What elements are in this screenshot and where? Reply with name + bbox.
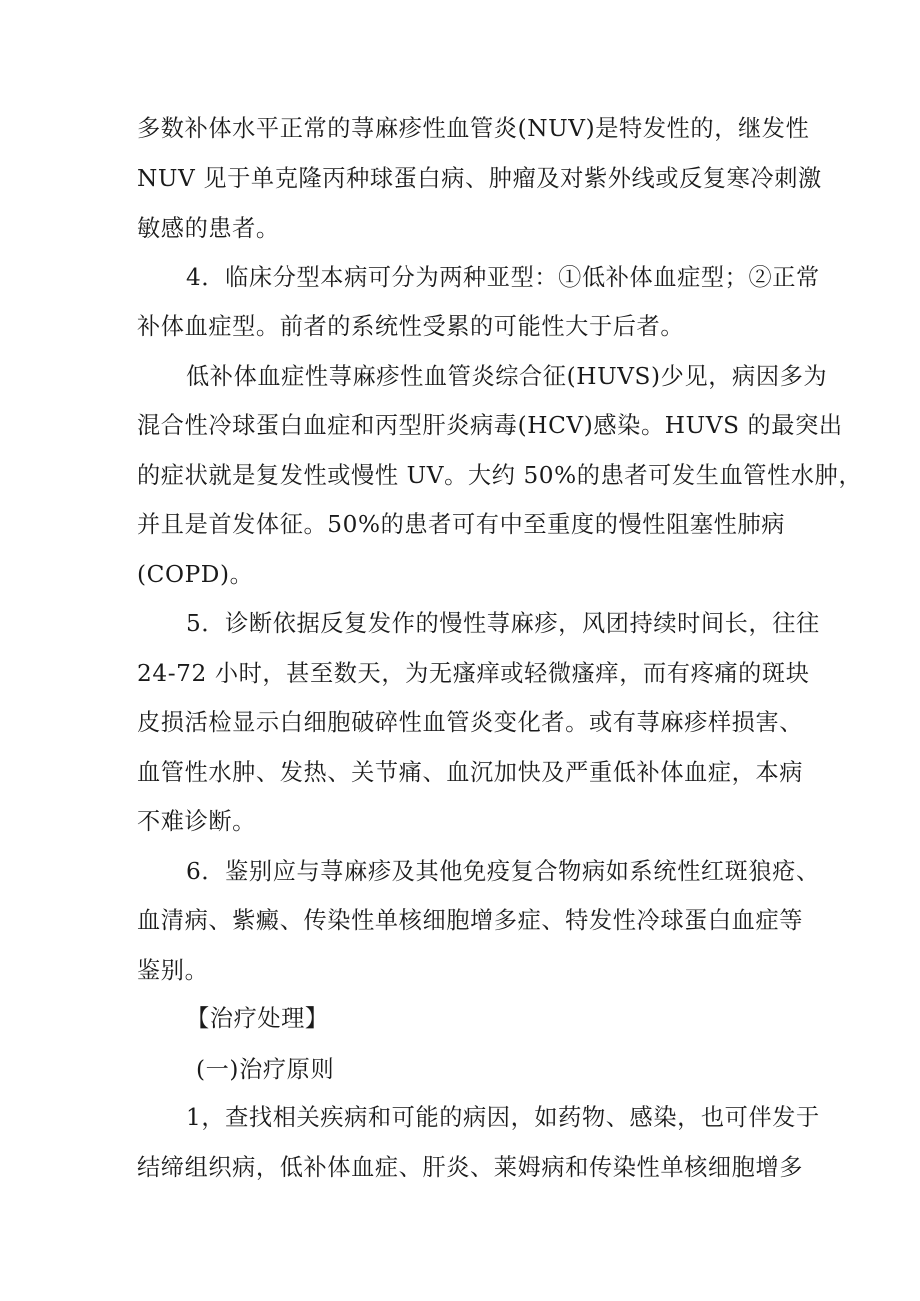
body-text-line: 敏感的患者。 — [137, 215, 280, 242]
body-text-line: 的症状就是复发性或慢性 UV。大约 50%的患者可发生血管性水肿， — [137, 462, 863, 489]
body-text-line: 血管性水肿、发热、关节痛、血沉加快及严重低补体血症，本病 — [137, 759, 804, 786]
body-text-line: NUV 见于单克隆丙种球蛋白病、肿瘤及对紫外线或反复寒冷刺激 — [137, 165, 822, 192]
body-text-line: 24-72 小时，甚至数天，为无瘙痒或轻微瘙痒，而有疼痛的斑块 — [137, 660, 810, 687]
body-text-line: 多数补体水平正常的荨麻疹性血管炎(NUV)是特发性的，继发性 — [137, 115, 810, 142]
subsection-heading: (一)治疗原则 — [196, 1056, 335, 1083]
section-heading: 【治疗处理】 — [186, 1005, 329, 1032]
body-text-line: 血清病、紫癜、传染性单核细胞增多症、特发性冷球蛋白血症等 — [137, 907, 804, 934]
body-text-line: 不难诊断。 — [137, 808, 256, 835]
paragraph-first-line: 低补体血症性荨麻疹性血管炎综合征(HUVS)少见，病因多为 — [186, 363, 828, 390]
body-text-line: 混合性冷球蛋白血症和丙型肝炎病毒(HCV)感染。HUVS 的最突出 — [137, 412, 843, 439]
section-4-first-line: 4．临床分型本病可分为两种亚型：①低补体血症型；②正常 — [186, 264, 820, 291]
body-text-line: (COPD)。 — [137, 561, 254, 588]
section-6-first-line: 6．鉴别应与荨麻疹及其他免疫复合物病如系统性红斑狼疮、 — [186, 858, 820, 885]
body-text-line: 鉴别。 — [137, 957, 209, 984]
body-text-line: 补体血症型。前者的系统性受累的可能性大于后者。 — [137, 313, 685, 340]
body-text-line: 皮损活检显示白细胞破碎性血管炎变化者。或有荨麻疹样损害、 — [137, 709, 804, 736]
numbered-item-first-line: 1，查找相关疾病和可能的病因，如药物、感染，也可伴发于 — [186, 1104, 820, 1131]
section-5-first-line: 5．诊断依据反复发作的慢性荨麻疹，风团持续时间长，往往 — [186, 610, 820, 637]
body-text-line: 并且是首发体征。50%的患者可有中至重度的慢性阻塞性肺病 — [137, 511, 786, 538]
body-text-line: 结缔组织病，低补体血症、肝炎、莱姆病和传染性单核细胞增多 — [137, 1154, 804, 1181]
